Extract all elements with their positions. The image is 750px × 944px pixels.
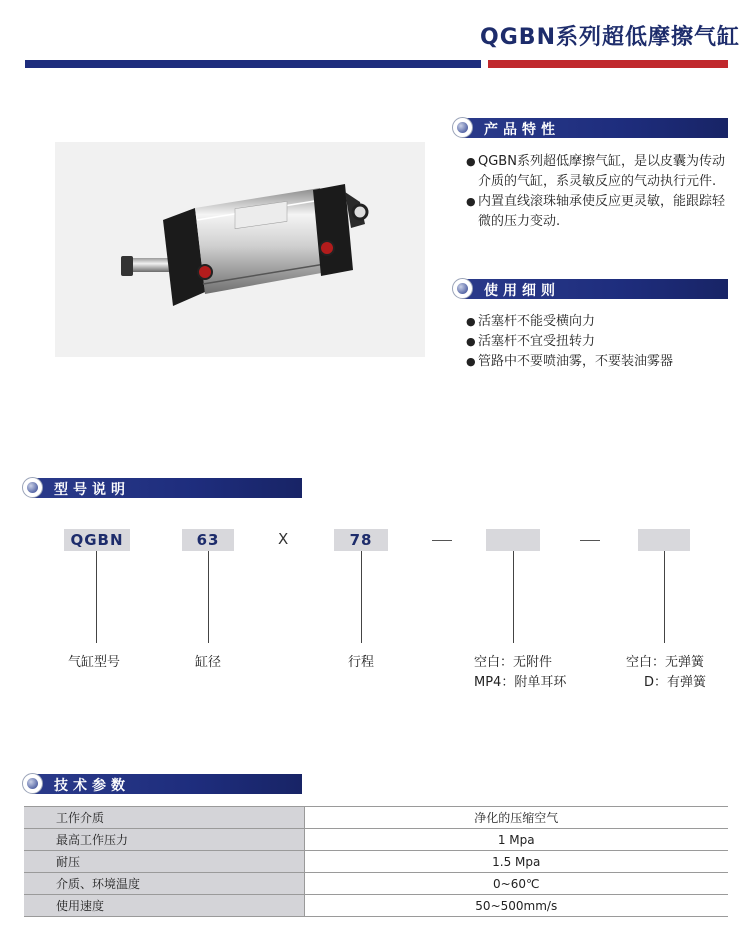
table-row — [24, 895, 728, 917]
code-separator: X — [278, 530, 289, 548]
table-row — [24, 851, 728, 873]
title-rule-blue — [25, 60, 481, 68]
model-header — [22, 478, 302, 498]
specs-header — [22, 774, 302, 794]
code-spring — [638, 529, 690, 551]
code-series: QGBN — [64, 529, 130, 551]
usage-list — [466, 312, 736, 372]
usage-item: ● 活塞杆不宜受扭转力 — [466, 332, 736, 352]
circle-bullet-icon — [22, 477, 43, 498]
leader-line — [208, 551, 209, 643]
code-bore: 63 — [182, 529, 234, 551]
feature-item-cont: 微的压力变动. — [478, 214, 561, 229]
spec-key: 介质、环境温度 — [24, 873, 304, 895]
label-accessory-2: MP4：附单耳环 — [474, 675, 567, 690]
features-list — [466, 152, 736, 232]
features-header — [452, 118, 728, 138]
usage-item: ● 管路中不要喷油雾，不要装油雾器 — [466, 352, 736, 372]
spec-value: 50~500mm/s — [304, 895, 728, 917]
spec-value: 1.5 Mpa — [304, 851, 728, 873]
spec-value: 净化的压缩空气 — [304, 807, 728, 829]
spec-value: 0~60℃ — [304, 873, 728, 895]
usage-title: 使用细则 — [484, 283, 560, 299]
code-stroke: 78 — [334, 529, 388, 551]
title-rule-red — [488, 60, 728, 68]
leader-line — [361, 551, 362, 643]
code-dash — [580, 540, 600, 541]
features-title: 产品特性 — [484, 122, 560, 138]
label-stroke: 行程 — [348, 655, 375, 670]
table-row — [24, 807, 728, 829]
feature-item: ● 内置直线滚珠轴承使反应更灵敏，能跟踪轻 — [466, 192, 736, 212]
circle-bullet-icon — [22, 773, 43, 794]
specs-title: 技术参数 — [54, 778, 130, 794]
spec-key: 最高工作压力 — [24, 829, 304, 851]
feature-item-cont: 介质的气缸，系灵敏反应的气动执行元件. — [478, 174, 717, 189]
usage-header — [452, 279, 728, 299]
leader-line — [664, 551, 665, 643]
label-series: 气缸型号 — [68, 655, 121, 670]
spec-table — [24, 806, 728, 917]
model-title: 型号说明 — [54, 482, 130, 498]
code-dash — [432, 540, 452, 541]
label-accessory-1: 空白：无附件 — [474, 655, 553, 670]
leader-line — [96, 551, 97, 643]
spec-key: 使用速度 — [24, 895, 304, 917]
circle-bullet-icon — [452, 117, 473, 138]
table-row — [24, 873, 728, 895]
product-image — [55, 142, 425, 357]
feature-item: ● QGBN系列超低摩擦气缸，是以皮囊为传动 — [466, 152, 736, 172]
page-title: QGBN系列超低摩擦气缸 — [480, 25, 740, 50]
label-spring-1: 空白：无弹簧 — [626, 655, 705, 670]
usage-item: ● 活塞杆不能受横向力 — [466, 312, 736, 332]
label-spring-2: D：有弹簧 — [644, 675, 707, 690]
spec-value: 1 Mpa — [304, 829, 728, 851]
circle-bullet-icon — [452, 278, 473, 299]
label-bore: 缸径 — [195, 655, 222, 670]
table-row — [24, 829, 728, 851]
leader-line — [513, 551, 514, 643]
spec-key: 耐压 — [24, 851, 304, 873]
code-accessory — [486, 529, 540, 551]
spec-key: 工作介质 — [24, 807, 304, 829]
